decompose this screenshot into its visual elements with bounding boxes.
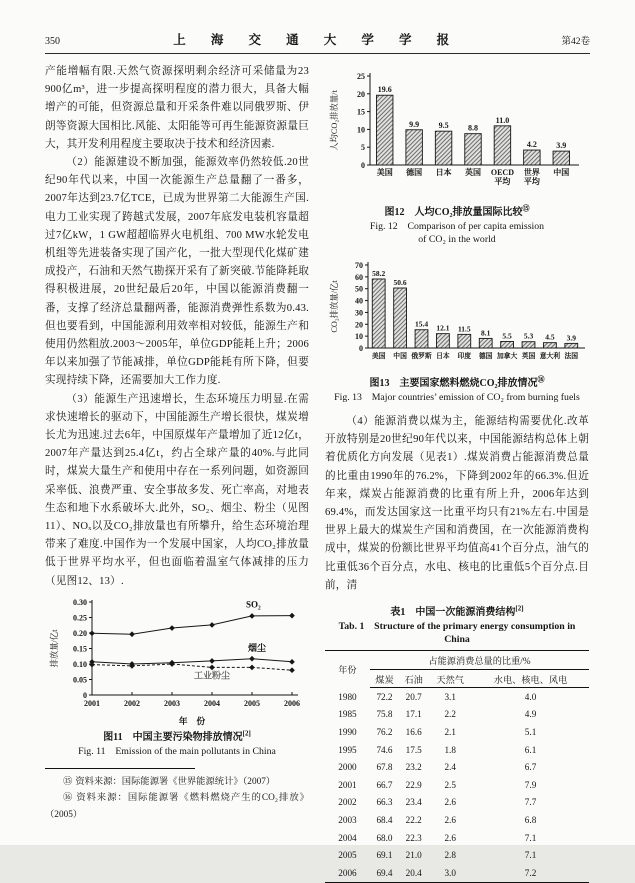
table-cell: 5.1 [524, 727, 537, 738]
table-row [325, 758, 589, 776]
table-cell: 21.0 [405, 850, 422, 861]
table-cell: 6.7 [524, 762, 537, 773]
svg-text:11.0: 11.0 [495, 115, 510, 125]
table-cell: 6.1 [524, 744, 537, 755]
table-1-year-header: 年份 [325, 651, 370, 688]
table-cell: 17.1 [405, 709, 422, 720]
table-row [325, 723, 589, 741]
table-cell: 68.4 [376, 814, 393, 825]
table-cell: 3.1 [444, 691, 456, 702]
table-cell: 2000 [338, 762, 357, 773]
table-cell: 22.2 [405, 814, 422, 825]
svg-text:世界: 世界 [523, 168, 540, 177]
table-cell: 2.6 [444, 832, 456, 843]
svg-text:0.30: 0.30 [73, 597, 87, 607]
svg-text:2001: 2001 [84, 698, 100, 708]
svg-text:15: 15 [357, 107, 365, 117]
svg-text:德国: 德国 [478, 353, 493, 360]
table-cell: 4.9 [524, 709, 537, 720]
table-cell: 74.6 [376, 744, 393, 755]
svg-text:德国: 德国 [406, 168, 423, 177]
table-cell: 2001 [338, 779, 357, 790]
table-cell: 66.3 [376, 797, 393, 808]
figure-11-caption-zh: 图11 中国主要污染物排放情况[2] [103, 729, 251, 743]
svg-text:10: 10 [357, 125, 365, 135]
svg-text:5: 5 [361, 143, 365, 153]
paragraph-3: （3）能源生产迅速增长，生态环境压力明显.在需求快速增长的驱动下，中国能源生产增长很快，煤炭增长尤为迅速.过去6年，中国原煤年产量增加了近12亿t，2007年产量达到25.4亿t，约占全球产量的40%.与此同时，煤炭大量生产和使用中存在一系列问题，如资源回采率低、浪费严重、安全事故多发、死亡率高，对地表生态和地下水系破坏大.此外，SO₂、烟尘、粉尘（见图11）、NOₓ以及CO₂排放量也有所攀升，给生态环境治理带来了难度.中国作为一个发展中国家，人均CO₂排放量低于世界平均水平，但也面临着温室气体减排的压力（见图12、13）. [45, 393, 309, 587]
bar-chart-country-co2 [326, 254, 588, 372]
table-row [325, 776, 589, 794]
table-cell: 2.5 [444, 779, 456, 790]
svg-text:工业粉尘: 工业粉尘 [194, 670, 231, 681]
table-cell: 7.2 [472, 864, 589, 882]
svg-text:英国: 英国 [465, 168, 481, 177]
table-cell: 2.6 [444, 814, 456, 825]
figure-13-ref-sup: ⑯ [537, 375, 545, 384]
table-cell: 3.0 [428, 864, 472, 882]
table-cell: 1.8 [444, 744, 456, 755]
svg-text:英国: 英国 [521, 353, 536, 360]
table-1-col-coal: 煤炭 [370, 670, 399, 688]
table-cell: 69.4 [370, 864, 399, 882]
svg-text:50: 50 [355, 284, 363, 294]
figure-12-caption-zh: 图12 人均CO₂排放量国际比较⑮ [384, 204, 530, 218]
table-cell: 2.4 [444, 762, 456, 773]
footnote-16-marker: ⑯ [63, 793, 74, 804]
svg-text:中国: 中国 [553, 168, 570, 177]
svg-text:年 份: 年 份 [178, 715, 206, 726]
table-cell: 75.8 [376, 709, 393, 720]
svg-text:美国: 美国 [371, 353, 386, 360]
svg-text:2004: 2004 [204, 698, 220, 708]
table-row [325, 688, 589, 706]
paragraph-4: （4）能源消费以煤为主，能源结构需要优化.改革开放特别是20世纪90年代以来，中国能源结构总体上朝着优质化方向发展（见表1）.煤炭消费占能源消费总量的比重由1990年的76.2%，下降到2002年的66.3%.但近年来，煤炭占能源消费的比重有所上升，2006年达到69.4%，而发达国家这一比重平均只有21%左右.中国是世界上最大的煤炭生产国和消费国，在一次能源消费构成中，煤炭的份额比世界平均值高41个百分点，油气的比重低36个百分点，水电、核电的比重低5个百分点.目前，清 [325, 416, 589, 591]
table-cell: 22.3 [405, 832, 422, 843]
figure-13-caption-zh: 图13 主要国家燃料燃烧CO₂排放情况⑯ [369, 375, 545, 389]
page-number: 350 [45, 36, 60, 47]
footnote-15-marker: ⑮ [63, 776, 73, 787]
svg-text:9.5: 9.5 [438, 121, 449, 131]
table-1-col-gas: 天然气 [428, 670, 472, 688]
journal-title: 上 海 交 通 大 学 学 报 [173, 33, 461, 47]
svg-text:20: 20 [355, 320, 363, 330]
svg-text:30: 30 [355, 308, 363, 318]
table-cell: 66.7 [376, 779, 393, 790]
footnote-15: ⑮ 资料来源：国际能源署《世界能源统计》（2007） [45, 774, 309, 791]
svg-text:4.5: 4.5 [545, 332, 555, 342]
svg-text:2002: 2002 [124, 698, 140, 708]
svg-text:40: 40 [355, 296, 363, 306]
figure-11-ref-sup: [2] [242, 729, 251, 738]
paragraph-2: （2）能源建设不断加强，能源效率仍然较低.20世纪90年代以来，中国一次能源生产总量翻了一番多，2007年达到23.7亿TCE，已成为世界第二大能源生产国.电力工业实现了跨越式发展，2007年底发电装机容量超过7亿kW，1 GW超超临界火电机组、700 MW水轮发电机组等先进装备实现了国产化，一批大型现代化煤矿建成投产，石油和天然气勘探开采有了新突破.节能降耗取得积极进展，20世纪最后20年，中国以能源消费翻一番，支撑了经济总量翻两番，能源消费弹性系数为0.43.但也要看到，中国能源利用效率相对较低，能源生产和使用仍然粗放.2003～2005年，单位GDP能耗上升；2006年以来加强了节能减排，单位GDP能耗有所下降，但要实现持续下降，还需要加大工作力度. [45, 157, 309, 387]
svg-text:0.25: 0.25 [73, 613, 87, 623]
svg-text:OECD: OECD [490, 168, 514, 177]
table-cell: 16.6 [405, 727, 422, 738]
svg-text:0.05: 0.05 [73, 675, 87, 685]
svg-text:美国: 美国 [376, 168, 393, 177]
svg-text:2005: 2005 [244, 698, 260, 708]
table-cell: 2.1 [444, 727, 456, 738]
table-row [325, 794, 589, 812]
table-1-header [325, 651, 589, 688]
right-column [325, 63, 589, 883]
table-row [325, 706, 589, 724]
svg-text:5.3: 5.3 [523, 331, 534, 341]
footnote-16: ⑯ 资料来源：国际能源署《燃料燃烧产生的CO₂排放》（2005） [45, 793, 309, 820]
svg-text:50.6: 50.6 [393, 278, 407, 288]
bar-chart-per-capita-co2 [326, 63, 588, 201]
figure-11-caption-en: Fig. 11 Emission of the main pollutants in China [78, 745, 276, 757]
svg-text:平均: 平均 [523, 177, 540, 186]
table-cell: 72.2 [376, 691, 393, 702]
svg-text:日本: 日本 [436, 353, 450, 360]
figure-12-caption-en: Fig. 12 Comparison of per capita emission of CO₂ in the world [369, 221, 545, 245]
svg-text:CO₂排放量/亿t: CO₂排放量/亿t [330, 280, 339, 333]
svg-text:11.5: 11.5 [457, 324, 471, 334]
table-row [325, 811, 589, 829]
table-row [325, 864, 589, 882]
table-cell: 7.7 [524, 797, 537, 808]
table-cell: 20.7 [405, 691, 422, 702]
svg-text:25: 25 [357, 72, 365, 81]
footnotes [45, 768, 309, 824]
table-1-caption-zh: 表1 中国一次能源消费结构[2] [390, 604, 524, 619]
svg-text:15.4: 15.4 [414, 319, 429, 329]
figure-13 [325, 254, 589, 404]
svg-text:意大利: 意大利 [539, 353, 561, 360]
svg-text:排放量/亿t: 排放量/亿t [50, 629, 59, 668]
svg-text:12.1: 12.1 [436, 323, 450, 333]
figure-12-ref-sup: ⑮ [522, 204, 530, 213]
two-column-body [45, 54, 590, 883]
svg-text:0: 0 [359, 344, 363, 353]
svg-text:0.10: 0.10 [73, 659, 87, 669]
table-cell: 23.4 [405, 797, 422, 808]
figure-13-caption-en: Fig. 13 Major countries’ emission of CO₂ from burning fuels [334, 392, 580, 403]
table-cell: 2.2 [444, 709, 456, 720]
table-cell: 1995 [338, 744, 357, 755]
svg-text:60: 60 [355, 272, 363, 282]
svg-text:印度: 印度 [457, 353, 472, 360]
table-cell: 20.4 [399, 864, 428, 882]
svg-text:加拿大: 加拿大 [496, 353, 518, 360]
table-cell: 7.1 [524, 850, 537, 861]
svg-text:10: 10 [355, 332, 363, 342]
volume-label: 第42卷 [561, 37, 590, 47]
svg-text:0: 0 [83, 690, 87, 700]
table-1-col-hydro-nuclear-wind: 水电、核电、风电 [472, 670, 589, 688]
svg-text:8.1: 8.1 [481, 328, 491, 338]
svg-text:人均CO₂排放量/t: 人均CO₂排放量/t [330, 90, 339, 151]
table-cell: 76.2 [376, 727, 393, 738]
table-1-col-oil: 石油 [399, 670, 428, 688]
table-cell: 2003 [338, 814, 357, 825]
table-1 [325, 650, 589, 883]
svg-text:70: 70 [355, 261, 363, 270]
table-cell: 2.8 [444, 850, 456, 861]
table-cell: 67.8 [376, 762, 393, 773]
svg-text:3.9: 3.9 [556, 141, 567, 151]
svg-text:烟尘: 烟尘 [248, 642, 267, 653]
table-row [325, 741, 589, 759]
svg-text:19.6: 19.6 [377, 85, 392, 95]
table-cell: 68.0 [376, 832, 393, 843]
paragraph-continuation: 产能增幅有限.天然气资源探明剩余经济可采储量为23 900亿m³，进一步提高探明程度的潜力很大，具备大幅增产的可能，但资源总量和开采条件难以同俄罗斯、伊朗等资源大国相比.风能、太阳能等可再生能源资源量巨大，其开发利用程度主要取决于技术和经济因素. [45, 66, 309, 150]
figure-11 [45, 595, 309, 758]
svg-text:法国: 法国 [564, 353, 579, 360]
table-cell: 2.6 [444, 797, 456, 808]
table-1-group-header: 占能源消费总量的比重/% [370, 651, 589, 670]
svg-text:0: 0 [361, 161, 365, 170]
page-header [45, 30, 590, 54]
table-cell: 1985 [338, 709, 357, 720]
table-cell: 2006 [325, 864, 370, 882]
svg-text:8.8: 8.8 [468, 123, 478, 133]
table-cell: 7.9 [524, 779, 537, 790]
svg-text:2006: 2006 [284, 698, 300, 708]
svg-text:3.9: 3.9 [566, 333, 576, 343]
table-cell: 23.2 [405, 762, 422, 773]
left-column [45, 63, 309, 883]
table-cell: 4.0 [524, 691, 537, 702]
svg-text:0.15: 0.15 [73, 644, 87, 654]
table-1-ref-sup: [2] [515, 604, 524, 613]
table-1-caption-en: Tab. 1 Structure of the primary energy consumption in China [338, 621, 576, 646]
table-row [325, 846, 589, 864]
svg-text:20: 20 [357, 89, 365, 99]
table-cell: 1980 [338, 691, 357, 702]
table-cell: 7.1 [524, 832, 537, 843]
table-cell: 2005 [338, 850, 357, 861]
table-cell: 6.8 [524, 814, 537, 825]
line-chart-pollutants [46, 595, 308, 726]
svg-text:9.9: 9.9 [409, 119, 420, 129]
table-cell: 2002 [338, 797, 357, 808]
figure-12 [325, 63, 589, 246]
svg-text:俄罗斯: 俄罗斯 [411, 353, 432, 360]
table-cell: 1990 [338, 727, 357, 738]
table1-body [325, 688, 589, 883]
svg-text:5.5: 5.5 [502, 331, 512, 341]
svg-text:SO₂: SO₂ [246, 599, 261, 610]
footnote-rule [45, 768, 195, 769]
svg-text:日本: 日本 [435, 168, 452, 177]
table-row [325, 829, 589, 847]
svg-text:0.20: 0.20 [73, 628, 87, 638]
table-cell: 2004 [338, 832, 357, 843]
svg-text:58.2: 58.2 [372, 268, 386, 278]
svg-text:2003: 2003 [164, 698, 180, 708]
svg-text:中国: 中国 [393, 353, 407, 360]
table-cell: 22.9 [405, 779, 422, 790]
svg-text:平均: 平均 [494, 177, 511, 186]
table-1-block [325, 603, 589, 883]
table-cell: 69.1 [376, 850, 393, 861]
table-cell: 17.5 [405, 744, 422, 755]
svg-text:4.2: 4.2 [526, 140, 537, 150]
